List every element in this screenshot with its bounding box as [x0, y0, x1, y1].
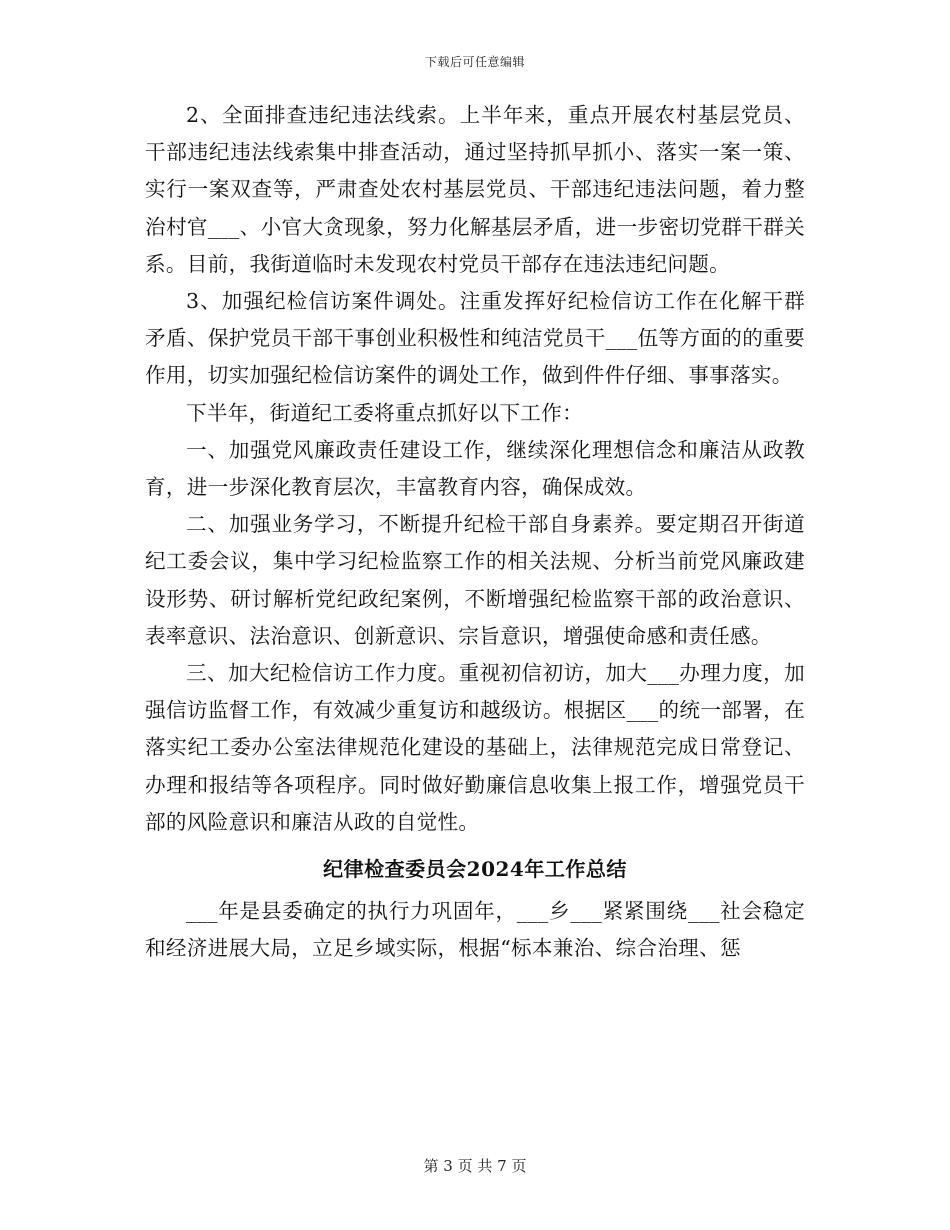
document-body — [145, 97, 805, 967]
paragraph: 2、全面排查违纪违法线索。上半年来，重点开展农村基层党员、干部违纪违法线索集中排查活动，通过坚持抓早抓小、落实一案一策、实行一案双查等，严肃查处农村基层党员、干部违纪违法问题，着力整治村官___、小官大贪现象，努力化解基层矛盾，进一步密切党群干群关系。目前，我街道临时未发现农村党员干部存在违法违纪问题。 — [145, 103, 805, 276]
paragraph: 二、加强业务学习，不断提升纪检干部自身素养。要定期召开街道纪工委会议，集中学习纪检监察工作的相关法规、分析当前党风廉政建设形势、研讨解析党纪政纪案例，不断增强纪检监察干部的政治意识、表率意识、法治意识、创新意识、宗旨意识，增强使命感和责任感。 — [145, 512, 805, 648]
section-title: 纪律检查委员会2024年工作总结 — [323, 857, 627, 882]
paragraph: 三、加大纪检信访工作力度。重视初信初访，加大___办理力度，加强信访监督工作，有效减少重复访和越级访。根据区___的统一部署，在落实纪工委办公室法律规范化建设的基础上，法律规范完成日常登记、办理和报结等各项程序。同时做好勤廉信息收集上报工作，增强党员干部的风险意识和廉洁从政的自觉性。 — [145, 661, 805, 834]
page-header-note: 下载后可任意编辑 — [424, 55, 525, 69]
paragraph: 下半年，街道纪工委将重点抓好以下工作： — [186, 400, 583, 425]
paragraph: 一、加强党风廉政责任建设工作，继续深化理想信念和廉洁从政教育，进一步深化教育层次，丰富教育内容，确保成效。 — [145, 437, 805, 500]
paragraph: 3、加强纪检信访案件调处。注重发挥好纪检信访工作在化解干群矛盾、保护党员干部干事创业积极性和纯洁党员干___伍等方面的的重要作用，切实加强纪检信访案件的调处工作，做到件件仔细、事事落实。 — [145, 289, 805, 388]
page-number: 第 3 页 共 7 页 — [423, 1157, 527, 1175]
paragraph: ___年是县委确定的执行力巩固年，___乡___紧紧围绕___社会稳定和经济进展大局，立足乡域实际，根据“标本兼治、综合治理、惩 — [145, 899, 805, 961]
